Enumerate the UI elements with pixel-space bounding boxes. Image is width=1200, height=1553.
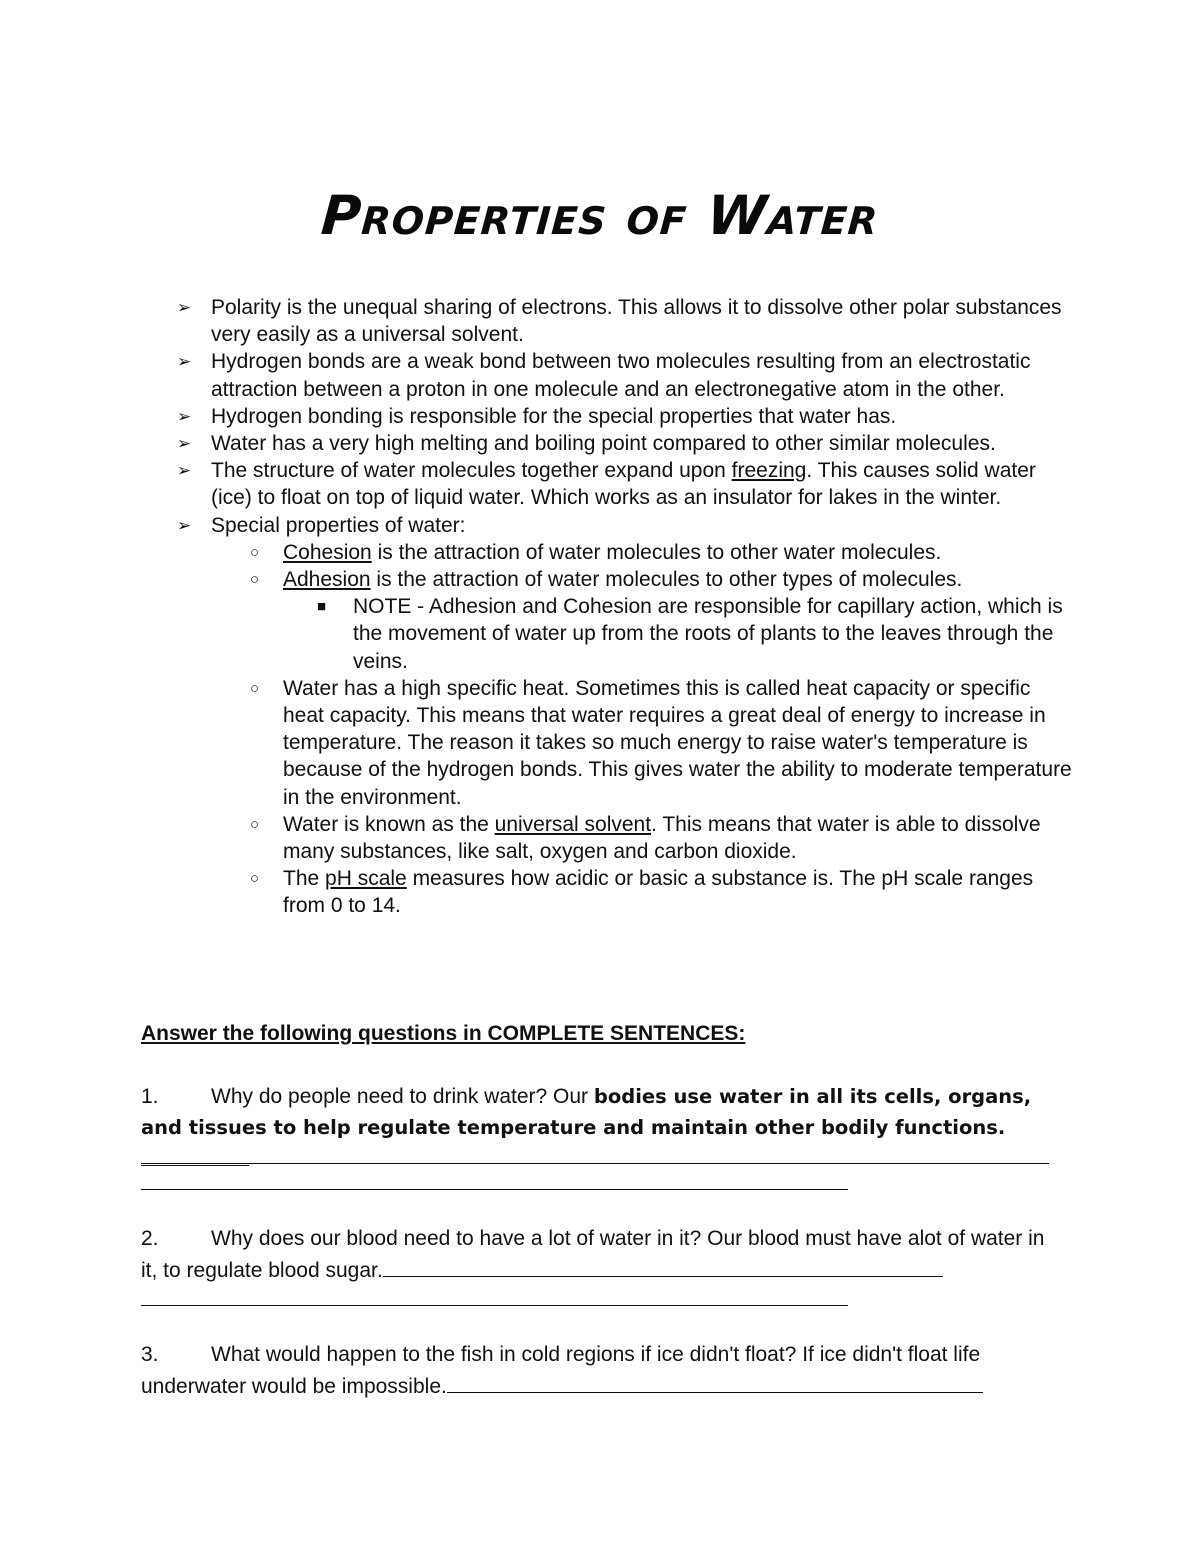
sub-list-item: [177, 539, 1077, 566]
sub-bullet-post: . This means that water is able to dissolve many substances, like salt, oxygen and carbon dioxide.: [283, 812, 1041, 864]
question-text: Why does our blood need to have a lot of water in it?: [211, 1227, 708, 1250]
question-number: 1.: [141, 1085, 159, 1108]
question-3: [141, 1339, 1061, 1402]
term-cohesion: Cohesion: [283, 540, 372, 564]
sub-bullet-post: is the attraction of water molecules to other types of molecules.: [370, 568, 963, 592]
bullet-text: Polarity is the unequal sharing of electrons. This allows it to dissolve other polar substances very easily as a universal solvent.: [211, 296, 1062, 347]
circle-bullet-icon: ○: [250, 571, 260, 589]
sub-list-item: [177, 675, 1077, 811]
answer-line[interactable]: [141, 1163, 1049, 1164]
bullet-text: Special properties of water:: [211, 513, 466, 537]
questions-heading: Answer the following questions in COMPLETE SENTENCES:: [141, 1022, 746, 1045]
circle-bullet-icon: ○: [250, 870, 260, 888]
bullet-text: Hydrogen bonding is responsible for the special properties that water has.: [211, 404, 897, 428]
list-item: [177, 457, 1077, 511]
term-universal-solvent: universal solvent: [494, 812, 652, 836]
sub-bullet-post: is the attraction of water molecules to other water molecules.: [371, 540, 942, 564]
arrow-bullet-icon: ➢: [177, 515, 192, 535]
bullet-text-pre: The structure of water molecules together expand upon: [211, 459, 732, 483]
question-text: What would happen to the fish in cold regions if ice didn't float?: [211, 1343, 803, 1366]
circle-bullet-icon: ○: [250, 679, 260, 697]
question-2: [141, 1223, 1061, 1286]
list-item: [177, 512, 1077, 539]
arrow-bullet-icon: ➢: [177, 298, 192, 317]
answer-blank[interactable]: [383, 1254, 943, 1277]
bullet-text-post: . This causes solid water (ice) to float on top of liquid water. Which works as an insulator for lakes in the winter.: [211, 459, 1036, 510]
question-1: [141, 1081, 1061, 1175]
list-item: [177, 430, 1077, 457]
sub-bullet-post: measures how acidic or basic a substance is. The pH scale ranges from 0 to 14.: [283, 867, 1034, 918]
sub-list-item: [177, 566, 1077, 593]
sub-bullet-text: Water has a high specific heat. Sometimes this is called heat capacity or specific heat capacity. This means that water requires a great deal of energy to increase in temperature. The reason it takes so much energy to raise water's temperature is because of the hydrogen bonds. This gives water the ability to moderate temperature in the environment.: [283, 676, 1072, 809]
list-item: [177, 403, 1077, 430]
page-title: Properties of Water: [319, 184, 881, 247]
circle-bullet-icon: ○: [250, 543, 260, 561]
note-text: NOTE - Adhesion and Cohesion are responsible for capillary action, which is the movement of water up from the roots of plants to the leaves through the veins.: [353, 595, 1063, 673]
question-text: Why do people need to drink water? Our: [211, 1085, 594, 1108]
sub-bullet-pre: Water is known as the: [283, 812, 495, 836]
answer-text[interactable]: bodies use water in all its cells, organs, and tissues to help regulate temperature and maintain other bodily functions.: [141, 1085, 1032, 1139]
answer-blank[interactable]: [447, 1370, 983, 1393]
note-item: [177, 593, 1077, 675]
question-number: 3.: [141, 1343, 159, 1366]
answer-text[interactable]: Our blood must have alot of water in it, to regulate blood sugar.: [141, 1227, 1045, 1282]
sub-bullet-pre: The: [283, 867, 326, 891]
sub-list-item: [177, 811, 1077, 865]
arrow-bullet-icon: ➢: [177, 352, 192, 372]
square-bullet-icon: ■: [317, 598, 327, 616]
term-ph-scale: pH scale: [325, 867, 407, 891]
answer-text[interactable]: If ice didn't float life underwater would be impossible.: [141, 1343, 981, 1398]
term-freezing: freezing: [731, 459, 807, 483]
arrow-bullet-icon: ➢: [177, 406, 192, 426]
arrow-bullet-icon: ➢: [177, 461, 192, 481]
notes-list: [177, 294, 1077, 920]
list-item: [177, 348, 1077, 402]
answer-line[interactable]: [141, 1189, 848, 1190]
circle-bullet-icon: ○: [250, 815, 260, 833]
sub-list-item: [177, 865, 1077, 919]
list-item: [177, 294, 1077, 348]
bullet-text: Water has a very high melting and boiling point compared to other similar molecules.: [211, 432, 996, 456]
question-number: 2.: [141, 1227, 159, 1250]
bullet-text: Hydrogen bonds are a weak bond between two molecules resulting from an electrostatic attraction between a proton in one molecule and an electronegative atom in the other.: [211, 350, 1031, 401]
arrow-bullet-icon: ➢: [177, 434, 192, 454]
term-adhesion: Adhesion: [283, 568, 371, 592]
answer-line[interactable]: [141, 1305, 848, 1306]
